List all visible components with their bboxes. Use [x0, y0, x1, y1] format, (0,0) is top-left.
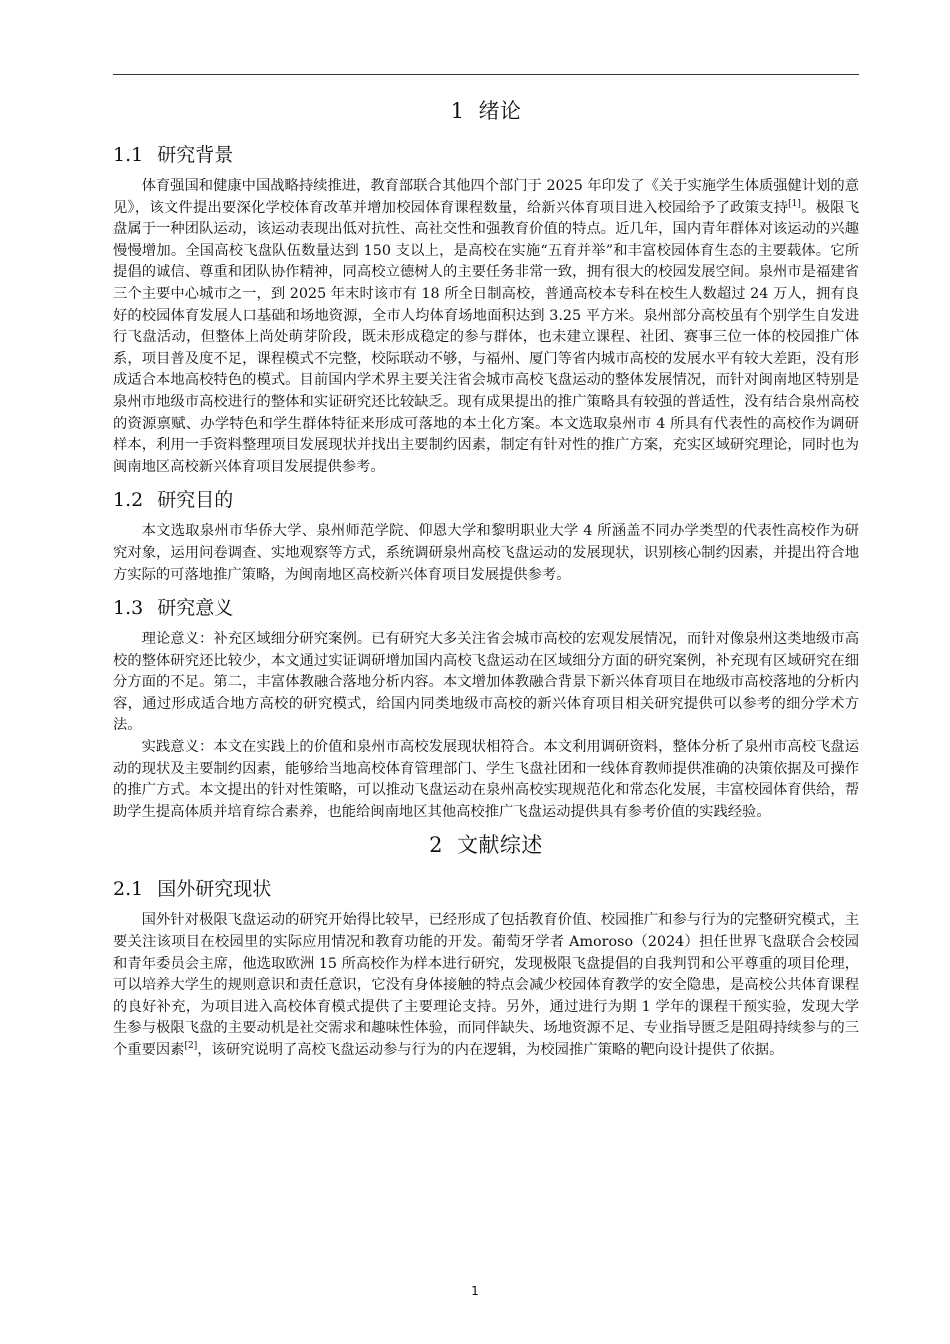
chapter-1-title	[113, 96, 859, 126]
document-body	[113, 96, 859, 1062]
section-number: 1.2	[113, 489, 144, 512]
section-1-1-title	[113, 142, 859, 168]
citation-ref: [1]	[788, 198, 801, 209]
chapter-number: 1	[450, 99, 465, 123]
citation-ref: [2]	[184, 1041, 198, 1052]
paragraph-foreign-research	[113, 910, 859, 1061]
section-1-2-title	[113, 487, 859, 513]
paragraph-theoretical-significance: 理论意义：补充区域细分研究案例。已有研究大多关注省会城市高校的宏观发展情况，而针对像泉州这类地级市高校的整体研究还比较少，本文通过实证调研增加国内高校飞盘运动在区域细分方面的研究案例，补充现有区域研究在细分方面的不足。第二，丰富体教融合落地分析内容。本文增加体教融合背景下新兴体育项目在地级市高校落地的分析内容，通过形成适合地方高校的研究模式，给国内同类地级市高校的新兴体育项目相关研究提供可以参考的细分学术方法。	[113, 631, 859, 734]
section-1-3-title	[113, 595, 859, 621]
paragraph-background	[113, 176, 859, 478]
paragraph-text: 体育强国和健康中国战略持续推进，教育部联合其他四个部门于 2025 年印发了《关于实施学生体质强健计划的意见》，该文件提出要深化学校体育改革并增加校园体育课程数量，给新兴体育项目进入校园给予了政策支持	[113, 178, 860, 216]
paragraph-practical-significance: 实践意义：本文在实践上的价值和泉州市高校发展现状相符合。本文利用调研资料，整体分析了泉州市高校飞盘运动的现状及主要制约因素，能够给当地高校体育管理部门、学生飞盘社团和一线体育教师提供准确的决策依据及可操作的推广方式。本文提出的针对性策略，可以推动飞盘运动在泉州高校实现规范化和常态化发展，丰富校园体育供给，帮助学生提高体质并培育综合素养，也能给闽南地区其他高校推广飞盘运动提供具有参考价值的实践经验。	[113, 739, 859, 820]
paragraph-purpose: 本文选取泉州市华侨大学、泉州师范学院、仰恩大学和黎明职业大学 4 所涵盖不同办学类型的代表性高校作为研究对象，运用问卷调查、实地观察等方式，系统调研泉州高校飞盘运动的发展现状，识别核心制约因素，并提出符合地方实际的可落地推广策略，为闽南地区高校新兴体育项目发展提供参考。	[113, 523, 859, 583]
paragraph-text: 。极限飞盘属于一种团队运动，该运动表现出低对抗性、高社交性和强教育价值的特点。近几年，国内青年群体对该运动的兴趣慢慢增加。全国高校飞盘队伍数量达到 150 支以上，是高校在实施“五育并举”和丰富校园体育生态的主要载体。它所提倡的诚信、尊重和团队协作精神，同高校立德树人的主要任务非常一致，拥有很大的校园发展空间。泉州市是福建省三个主要中心城市之一，到 2025 年末时该市有 18 所全日制高校，普通高校本专科在校生人数超过 24 万人，拥有良好的校园体育发展人口基础和场地资源，全市人均体育场地面积达到 3.25 平方米。泉州部分高校虽有个别学生自发进行飞盘活动，但整体上尚处萌芽阶段，既未形成稳定的参与群体，也未建立课程、社团、赛事三位一体的校园推广体系，项目普及度不足，课程模式不完整，校际联动不够，与福州、厦门等省内城市高校的发展水平有较大差距，没有形成适合本地高校特色的模式。目前国内学术界主要关注省会城市高校飞盘运动的整体发展情况，而针对闽南地区特别是泉州市地级市高校进行的整体和实证研究还比较缺乏。现有成果提出的推广策略具有较强的普适性，没有结合泉州高校的资源禀赋、办学特色和学生群体特征来形成可落地的本土化方案。本文选取泉州市 4 所具有代表性的高校作为调研样本，利用一手资料整理项目发展现状并找出主要制约因素，制定有针对性的推广方案，充实区域研究理论，同时也为闽南地区高校新兴体育项目发展提供参考。	[113, 199, 859, 475]
paragraph-text: 国外针对极限飞盘运动的研究开始得比较早，已经形成了包括教育价值、校园推广和参与行为的完整研究模式，主要关注该项目在校园里的实际应用情况和教育功能的开发。葡萄牙学者 Amoroso（2024）担任世界飞盘联合会校园和青年委员会主席，他选取欧洲 15 所高校作为样本进行研究，发现极限飞盘提倡的自我判罚和公平尊重的项目伦理，可以培养大学生的规则意识和责任意识，它没有身体接触的特点会减少校园体育教学的安全隐患，是高校公共体育课程的良好补充，为项目进入高校体育模式提供了主要理论支持。另外，通过进行为期 1 学年的课程干预实验，发现大学生参与极限飞盘的主要动机是社交需求和趣味性体验，而同伴缺失、场地资源不足、专业指导匮乏是阻碍持续参与的三个重要因素	[113, 912, 859, 1058]
section-number: 2.1	[113, 878, 144, 901]
section-number: 1.1	[113, 144, 144, 166]
chapter-number: 2	[429, 833, 443, 858]
section-title-text: 研究意义	[157, 597, 234, 620]
section-2-1-title	[113, 876, 859, 902]
chapter-title-text: 绪论	[478, 99, 522, 123]
section-number: 1.3	[113, 597, 144, 620]
section-title-text: 研究目的	[157, 489, 234, 512]
paragraph-text: ，该研究说明了高校飞盘运动参与行为的内在逻辑，为校园推广策略的靶向设计提供了依据。	[197, 1042, 784, 1058]
chapter-2-title	[113, 830, 859, 860]
section-title-text: 研究背景	[157, 144, 234, 166]
chapter-title-text: 文献综述	[456, 833, 543, 858]
page-number: 1	[471, 1284, 479, 1298]
header-rule	[113, 74, 859, 75]
section-title-text: 国外研究现状	[157, 878, 272, 901]
